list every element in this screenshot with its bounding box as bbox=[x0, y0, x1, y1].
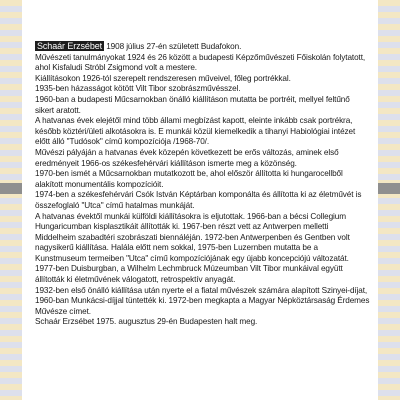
paragraph-studies: Művészeti tanulmányokat 1924 és 26 között a budapesti Képzőművészeti Főiskolán folytatott, ahol Kisfaludi Stróbl Zsigmond volt a mestere. bbox=[35, 52, 366, 73]
paragraph-birth-text: 1908 július 27-én született Budafokon. bbox=[104, 42, 242, 51]
paragraph-birth bbox=[35, 41, 370, 53]
biography-text bbox=[35, 41, 370, 328]
paragraph-abroad: A hatvanas évektől munkái külföldi kiállításokra is eljutottak. 1966-ban a bécsi Collegium Hungaricumban kisplasztikáit állították ki. 1967-ben részt vett az Antwerpen melletti Middelheim szabadtéri szobrászati biennáléján. 1972-ben Antwerpenben és Gentben volt nagysikerű kiállítása. Halála előtt nem sokkal, 1975-ben Luzernben mutatta be a Kunstmuseum termeiben "Utca" című kompozíciójának egy újabb koncepciójú változatát. 1977-ben Duisburgban, a Wilhelm Lechmbruck Múzeumban Vilt Tibor munkáival együtt állították ki életművének válogatott, retrospektív anyagát. bbox=[35, 211, 350, 285]
paragraph-awards: 1932-ben első önálló kiállítása után nyerte el a fiatal művészek számára alapított Szinyei-díjat, 1960-ban Munkácsi-díjjal tüntették ki. 1972-ben megkapta a Magyar Népköztársaság Érdemes Művésze címet. bbox=[35, 285, 370, 316]
paragraph-sixties: A hatvanas évek elejétől mind több állami megbízást kapott, eleinte inkább csak portrékra, később köztéri/ületi alkotásokra is. E munkái közül kiemelkedik a tihanyi Habiológiai intézet előtt álló "Tudósok" című kompozíciója /1968-70/. bbox=[35, 116, 356, 147]
artist-name-highlight: Schaár Erzsébet bbox=[37, 41, 103, 51]
paragraph-change: Művészi pályáján a hatvanas évek közepén következett be erős változás, aminek első eredményeit 1966-os székesfehérvári kiállításon ismerte meg a közönség. bbox=[35, 147, 339, 168]
left-stripe-border bbox=[0, 0, 22, 400]
right-gray-marker bbox=[378, 183, 400, 194]
paragraph-1960: 1960-ban a budapesti Műcsarnokban önálló kiállításon mutatta be portréit, mellyel feltűnő sikert aratott. bbox=[35, 94, 350, 115]
left-gray-marker bbox=[0, 183, 22, 194]
paragraph-1974: 1974-ben a székesfehérvári Csók István Képtárban komponálta és állította ki az életművét is összefoglaló "Utca" című hatalmas munkáját. bbox=[35, 190, 362, 210]
right-stripe-border bbox=[378, 0, 400, 400]
paragraph-1970: 1970-ben ismét a Műcsarnokban mutatkozott be, ahol először állította ki hungarocellből alakított monumentális kompozícióit. bbox=[35, 169, 343, 189]
paragraph-death: Schaár Erzsébet 1975. augusztus 29-én Budapesten halt meg. bbox=[35, 317, 258, 327]
paragraph-marriage: 1935-ben házasságot kötött Vilt Tibor szobrászművésszel. bbox=[35, 84, 241, 94]
paragraph-exhibitions: Kiállításokon 1926-tól szerepelt rendszeresen műveivel, főleg portrékkal. bbox=[35, 73, 291, 83]
